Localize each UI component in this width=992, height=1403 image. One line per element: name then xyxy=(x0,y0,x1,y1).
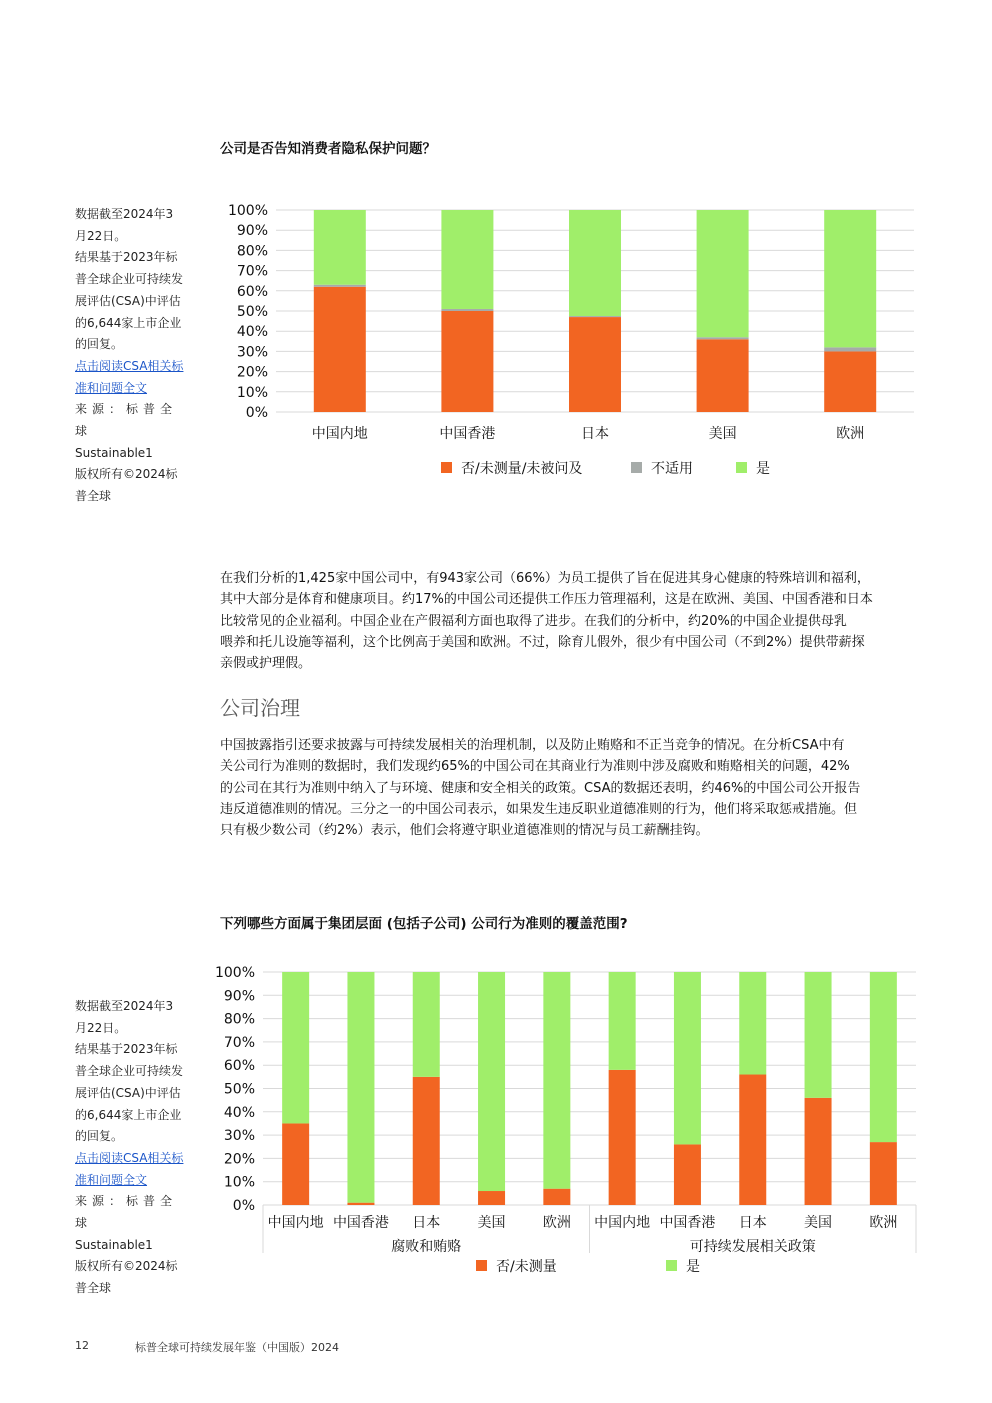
note-line: 的6,644家上市企业 xyxy=(75,315,182,330)
paragraph-line: 亲假或护理假。 xyxy=(220,656,312,672)
legend-swatch xyxy=(441,462,452,473)
bar-segment xyxy=(569,317,621,412)
note-line: 的6,644家上市企业 xyxy=(75,1107,182,1122)
y-tick-label: 20% xyxy=(223,1151,255,1168)
x-category-label: 中国香港 xyxy=(439,426,496,442)
y-tick-label: 0% xyxy=(232,1198,255,1214)
bar-segment xyxy=(697,337,749,339)
bar-segment xyxy=(543,1189,570,1205)
y-tick-label: 100% xyxy=(227,203,268,219)
group-label: 腐败和贿赂 xyxy=(391,1239,462,1255)
x-category-label: 美国 xyxy=(708,426,737,442)
bar-segment xyxy=(478,972,505,1191)
x-category-label: 中国内地 xyxy=(311,426,368,442)
paragraph-line: 比较常见的企业福利。中国企业在产假福利方面也取得了进步。在我们的分析中，约20%的中国企业提供母乳 xyxy=(220,613,847,629)
bar-segment xyxy=(314,210,366,285)
paragraph-line: 只有极少数公司（约2%）表示，他们会将遵守职业道德准则的情况与员工薪酬挂钩。 xyxy=(220,823,709,839)
x-category-label: 日本 xyxy=(581,426,609,442)
chart2-side-note xyxy=(75,996,193,1300)
paragraph-line: 其中大部分是体育和健康项目。约17%的中国公司还提供工作压力管理福利，这是在欧洲、美国、中国香港和日本 xyxy=(220,592,873,608)
legend-swatch xyxy=(666,1260,677,1271)
section-heading: 公司治理 xyxy=(220,696,300,720)
y-tick-label: 30% xyxy=(236,344,268,361)
y-tick-label: 40% xyxy=(223,1104,255,1121)
csa-criteria-link[interactable] xyxy=(75,1148,193,1191)
source-line: Sustainable1 xyxy=(75,1237,153,1252)
note-line: 普全球企业可持续发 xyxy=(75,1064,184,1079)
legend-label: 是 xyxy=(756,461,770,477)
bar-segment xyxy=(441,309,493,311)
bar-segment xyxy=(413,1077,440,1205)
paragraph-line: 中国披露指引还要求披露与可持续发展相关的治理机制，以及防止贿赂和不正当竞争的情况。在分析CSA中有 xyxy=(220,738,845,753)
paragraph-line: 喂养和托儿设施等福利，这个比例高于美国和欧洲。不过，除育儿假外，很少有中国公司（不到2%）提供带薪探 xyxy=(220,634,865,650)
y-tick-label: 70% xyxy=(236,263,268,280)
source-line: 版权所有©2024标 xyxy=(75,1259,178,1274)
y-tick-label: 90% xyxy=(223,988,255,1005)
y-tick-label: 10% xyxy=(223,1174,255,1191)
note-line: 数据截至2024年3 xyxy=(75,207,174,221)
bar-segment xyxy=(805,1098,832,1205)
chart1-svg xyxy=(210,190,930,500)
y-tick-label: 80% xyxy=(223,1011,255,1028)
footer-title: 标普全球可持续发展年鉴（中国版）2024 xyxy=(135,1341,339,1354)
y-tick-label: 90% xyxy=(236,223,268,240)
x-category-label: 日本 xyxy=(738,1215,767,1231)
source-line: 普全球 xyxy=(75,1281,112,1296)
bar-segment xyxy=(413,972,440,1077)
bar-segment xyxy=(739,972,766,1075)
legend-swatch xyxy=(736,462,747,473)
bar-segment xyxy=(441,210,493,309)
paragraph-line: 在我们分析的1,425家中国公司中，有943家公司（66%）为员工提供了旨在促进其身心健康的特殊培训和福利， xyxy=(220,571,870,586)
bar-segment xyxy=(543,972,570,1189)
bar-segment xyxy=(314,285,366,287)
y-tick-label: 50% xyxy=(223,1081,255,1098)
y-tick-label: 60% xyxy=(223,1058,255,1075)
paragraph-2 xyxy=(220,735,917,841)
paragraph-line: 的公司在其行为准则中纳入了与环境、健康和安全相关的政策。CSA的数据还表明，约46%的中国公司公开报告 xyxy=(220,780,861,796)
legend-label: 否/未测量/未被问及 xyxy=(461,461,583,477)
note-line: 数据截至2024年3 xyxy=(75,999,174,1013)
y-tick-label: 100% xyxy=(214,965,255,981)
y-tick-label: 20% xyxy=(236,364,268,381)
x-category-label: 欧洲 xyxy=(542,1215,571,1231)
bar-segment xyxy=(569,316,621,317)
y-tick-label: 30% xyxy=(223,1128,255,1145)
bar-segment xyxy=(870,972,897,1142)
note-line: 月22日。 xyxy=(75,228,127,243)
y-tick-label: 50% xyxy=(236,304,268,320)
link-line[interactable]: 准和问题全文 xyxy=(75,1172,148,1187)
link-line[interactable]: 点击阅读CSA相关标 xyxy=(75,1150,184,1165)
bar-segment xyxy=(609,972,636,1070)
x-category-label: 中国香港 xyxy=(332,1215,389,1231)
paragraph-line: 违反道德准则的情况。三分之一的中国公司表示，如果发生违反职业道德准则的行为，他们将采取惩戒措施。但 xyxy=(220,801,858,817)
chart1-side-note xyxy=(75,204,193,508)
bar-segment xyxy=(824,351,876,412)
link-line[interactable]: 准和问题全文 xyxy=(75,380,148,395)
y-tick-label: 70% xyxy=(223,1034,255,1051)
y-tick-label: 10% xyxy=(236,384,268,401)
x-category-label: 日本 xyxy=(412,1215,441,1231)
bar-segment xyxy=(805,972,832,1098)
group-label: 可持续发展相关政策 xyxy=(689,1239,816,1255)
y-tick-label: 40% xyxy=(236,324,268,341)
bar-segment xyxy=(870,1142,897,1205)
chart2-svg xyxy=(210,955,930,1290)
page-number: 12 xyxy=(75,1339,89,1352)
source-line: Sustainable1 xyxy=(75,445,153,460)
bar-segment xyxy=(478,1191,505,1205)
bar-segment xyxy=(569,210,621,316)
note-line: 展评估(CSA)中评估 xyxy=(75,1085,181,1100)
link-line[interactable]: 点击阅读CSA相关标 xyxy=(75,358,184,373)
note-line: 结果基于2023年标 xyxy=(75,250,178,265)
bar-segment xyxy=(824,210,876,347)
x-category-label: 中国内地 xyxy=(267,1215,324,1231)
bar-segment xyxy=(441,311,493,412)
bar-segment xyxy=(674,972,701,1144)
bar-segment xyxy=(697,339,749,412)
source-line: 来源：标普全球 xyxy=(75,402,178,439)
bar-segment xyxy=(739,1075,766,1205)
note-line: 展评估(CSA)中评估 xyxy=(75,293,181,308)
x-category-label: 中国内地 xyxy=(594,1215,651,1231)
x-category-label: 欧洲 xyxy=(836,426,865,442)
legend-swatch xyxy=(631,462,642,473)
note-line: 的回复。 xyxy=(75,1129,124,1144)
x-category-label: 美国 xyxy=(804,1215,833,1231)
legend-label: 不适用 xyxy=(651,461,693,477)
bar-segment xyxy=(314,287,366,412)
note-line: 月22日。 xyxy=(75,1020,127,1035)
bar-segment xyxy=(674,1144,701,1205)
note-line: 的回复。 xyxy=(75,337,124,352)
y-tick-label: 80% xyxy=(236,243,268,260)
bar-segment xyxy=(347,972,374,1203)
chart2-title: 下列哪些方面属于集团层面 (包括子公司) 公司行为准则的覆盖范围? xyxy=(220,916,628,932)
note-line: 结果基于2023年标 xyxy=(75,1042,178,1057)
note-line: 普全球企业可持续发 xyxy=(75,272,184,287)
legend-label: 是 xyxy=(686,1259,700,1275)
x-category-label: 中国香港 xyxy=(659,1215,716,1231)
source-line: 普全球 xyxy=(75,489,112,504)
bar-segment xyxy=(697,210,749,337)
source-line: 来源：标普全球 xyxy=(75,1194,178,1231)
bar-segment xyxy=(282,972,309,1123)
bar-segment xyxy=(824,347,876,351)
bar-segment xyxy=(347,1203,374,1205)
paragraph-line: 关公司行为准则的数据时，我们发现约65%的中国公司在其商业行为准则中涉及腐败和贿赂相关的问题，42% xyxy=(220,759,850,775)
paragraph-1 xyxy=(220,568,917,674)
chart1-title: 公司是否告知消费者隐私保护问题？ xyxy=(220,141,436,157)
y-tick-label: 60% xyxy=(236,283,268,300)
legend-label: 否/未测量 xyxy=(496,1259,557,1275)
csa-criteria-link[interactable] xyxy=(75,356,193,399)
source-line: 版权所有©2024标 xyxy=(75,467,178,482)
bar-segment xyxy=(282,1123,309,1205)
legend-swatch xyxy=(476,1260,487,1271)
x-category-label: 欧洲 xyxy=(869,1215,898,1231)
x-category-label: 美国 xyxy=(477,1215,506,1231)
bar-segment xyxy=(609,1070,636,1205)
y-tick-label: 0% xyxy=(245,405,268,421)
